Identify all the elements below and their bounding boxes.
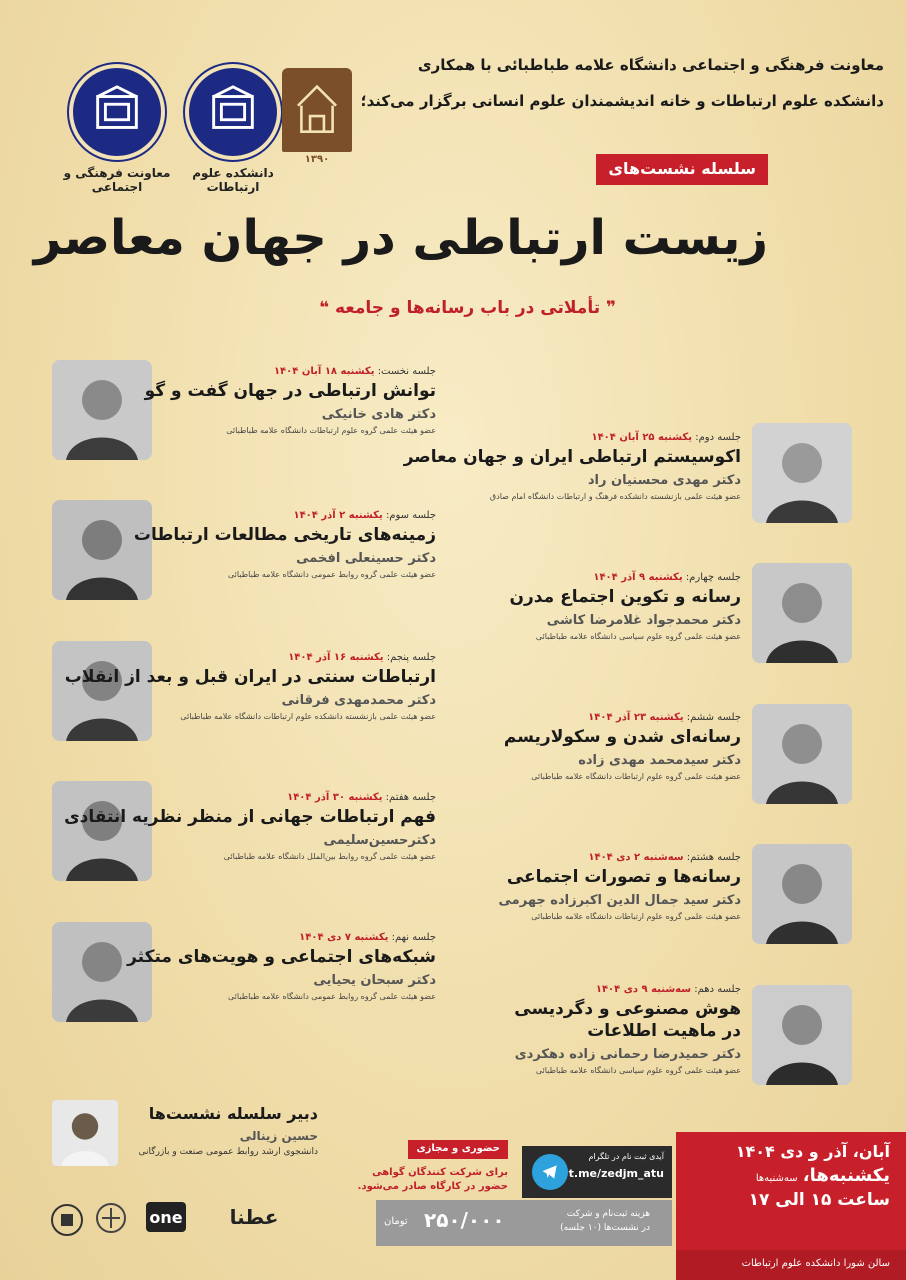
- session-affiliation: عضو هیئت علمی بازنشسته دانشکده فرهنگ و ارتباطات دانشگاه امام صادق: [489, 492, 741, 501]
- telegram-link[interactable]: t.me/zedjm_atu: [568, 1167, 664, 1180]
- session-speaker: دکتر هادی خانیکی: [321, 407, 436, 422]
- certificate-note-line-1: برای شرکت کنندگان گواهی: [372, 1167, 508, 1178]
- one-logo-text: one: [149, 1207, 183, 1227]
- session-label: جلسه نهم: یکشنبه ۷ دی ۱۴۰۴: [299, 932, 436, 943]
- session-date: یکشنبه ۲۵ آبان ۱۴۰۴: [591, 432, 693, 443]
- session-5: [65, 652, 436, 721]
- certificate-note: [358, 1166, 508, 1194]
- session-date: یکشنبه ۳۰ آذر ۱۴۰۴: [287, 792, 383, 803]
- series-label: سلسله نشست‌های: [596, 154, 768, 185]
- session-affiliation: عضو هیئت علمی گروه علوم ارتباطات دانشگاه علامه طباطبائی: [226, 426, 436, 435]
- footer-logo-atna: [224, 1200, 284, 1234]
- session-title: فهم ارتباطات جهانی از منظر نظریه انتقادی: [64, 807, 436, 827]
- fee-label-line-1: هزینه ثبت‌نام و شرکت: [566, 1209, 650, 1219]
- footer-logo-partner-1: [90, 1200, 132, 1244]
- speaker-photo: [752, 985, 852, 1085]
- house-logo-year: ۱۳۹۰: [304, 154, 330, 165]
- session-3: [134, 510, 436, 579]
- session-title-line-2: در ماهیت اطلاعات: [587, 1021, 741, 1041]
- session-affiliation: عضو هیئت علمی گروه علوم سیاسی دانشگاه علامه طباطبائی: [535, 1066, 741, 1075]
- session-title: توانش ارتباطی در جهان گفت و گو: [144, 381, 436, 401]
- partner-emblem-icon: [90, 1200, 132, 1244]
- logo-caption: دانشکده علوم ارتباطات: [192, 166, 274, 194]
- fee-amount: ۲۵۰/۰۰۰: [424, 1208, 505, 1232]
- session-label: جلسه چهارم: یکشنبه ۹ آذر ۱۴۰۴: [593, 572, 741, 583]
- session-6: [504, 712, 741, 781]
- page-subtitle: ❞ تأملاتی در باب رسانه‌ها و جامعه ❝: [319, 298, 616, 318]
- secretary-name: حسین زینالی: [239, 1129, 318, 1143]
- session-date: یکشنبه ۲۳ آذر ۱۴۰۴: [588, 712, 684, 723]
- session-label: جلسه هشتم: سه‌شنبه ۲ دی ۱۴۰۴: [588, 852, 741, 863]
- session-speaker: دکتر سبحان یحیایی: [313, 973, 436, 988]
- session-label: جلسه هفتم: یکشنبه ۳۰ آذر ۱۴۰۴: [287, 792, 436, 803]
- logo-humanities-house: [282, 68, 352, 165]
- session-label: جلسه دوم: یکشنبه ۲۵ آبان ۱۴۰۴: [591, 432, 741, 443]
- session-1: [145, 366, 436, 435]
- session-title: هوش مصنوعی و دگردیسی: [514, 999, 741, 1019]
- session-title: رسانه‌ای شدن و سکولاریسم: [503, 727, 741, 747]
- telegram-label: آیدی ثبت نام در تلگرام: [588, 1152, 664, 1161]
- house-logo-icon: [282, 68, 352, 152]
- session-speaker: دکترحسین‌سلیمی: [323, 833, 436, 848]
- session-speaker: دکتر محمدمهدی فرقانی: [281, 693, 436, 708]
- logo-caption: معاونت فرهنگی و اجتماعی: [63, 166, 171, 194]
- session-speaker: دکتر حسینعلی افخمی: [296, 551, 436, 566]
- schedule-months: آبان، آذر و دی ۱۴۰۴: [735, 1142, 890, 1161]
- session-date: یکشنبه ۱۸ آبان ۱۴۰۴: [273, 366, 375, 377]
- session-speaker: دکتر سیدمحمد مهدی زاده: [578, 753, 741, 768]
- session-affiliation: عضو هیئت علمی گروه علوم سیاسی دانشگاه علامه طباطبائی: [535, 632, 741, 641]
- attendance-mode-tag: حضوری و مجازی: [408, 1140, 508, 1159]
- footer-logo-one: [146, 1202, 186, 1232]
- session-date: سه‌شنبه ۹ دی ۱۴۰۴: [595, 984, 692, 995]
- session-2: [404, 432, 741, 501]
- secretary-photo: [52, 1100, 118, 1166]
- session-affiliation: عضو هیئت علمی گروه روابط بین‌الملل دانشگاه علامه طباطبائی: [223, 852, 436, 861]
- session-label: جلسه نخست: یکشنبه ۱۸ آبان ۱۴۰۴: [273, 366, 436, 377]
- university-emblem-icon: [185, 64, 281, 160]
- atna-logo-text: عطنا: [229, 1205, 279, 1229]
- session-date: یکشنبه ۷ دی ۱۴۰۴: [299, 932, 389, 943]
- schedule-box: [676, 1132, 906, 1250]
- page-title: زیست ارتباطی در جهان معاصر: [33, 210, 768, 266]
- session-title: رسانه و تکوین اجتماع مدرن: [509, 587, 741, 607]
- session-affiliation: عضو هیئت علمی گروه روابط عمومی دانشگاه علامه طباطبائی: [228, 992, 436, 1001]
- speaker-photo: [52, 360, 152, 460]
- speaker-photo: [752, 563, 852, 663]
- secretary-role: دبیر سلسله نشست‌ها: [148, 1104, 318, 1123]
- session-date: یکشنبه ۹ آذر ۱۴۰۴: [593, 572, 683, 583]
- session-label: جلسه دهم: سه‌شنبه ۹ دی ۱۴۰۴: [595, 984, 741, 995]
- speaker-photo: [752, 844, 852, 944]
- speaker-photo: [752, 704, 852, 804]
- session-affiliation: عضو هیئت علمی گروه روابط عمومی دانشگاه علامه طباطبائی: [228, 570, 436, 579]
- logo-cultural-deputy: [52, 64, 182, 194]
- telegram-icon: [532, 1154, 568, 1190]
- session-affiliation: عضو هیئت علمی بازنشسته دانشکده علوم ارتباطات دانشگاه علامه طباطبائی: [180, 712, 436, 721]
- session-8: [499, 852, 741, 921]
- certificate-note-line-2: حضور در کارگاه صادر می‌شود.: [357, 1181, 508, 1192]
- session-speaker: دکتر مهدی محسنیان راد: [587, 473, 741, 488]
- session-date: یکشنبه ۲ آذر ۱۴۰۴: [293, 510, 383, 521]
- session-affiliation: عضو هیئت علمی گروه علوم ارتباطات دانشگاه علامه طباطبائی: [531, 912, 741, 921]
- speaker-photo: [752, 423, 852, 523]
- session-date: سه‌شنبه ۲ دی ۱۴۰۴: [588, 852, 684, 863]
- session-title: اکوسیستم ارتباطی ایران و جهان معاصر: [403, 447, 741, 467]
- schedule-venue: سالن شورا دانشکده علوم ارتباطات: [676, 1250, 906, 1280]
- emblem-icon: [50, 1200, 84, 1240]
- fee-label-line-2: در نشست‌ها (۱۰ جلسه): [560, 1223, 650, 1233]
- secretary-block: [139, 1104, 318, 1157]
- session-title: رسانه‌ها و تصورات اجتماعی: [506, 867, 741, 887]
- university-emblem-icon: [69, 64, 165, 160]
- schedule-days: [676, 1165, 890, 1186]
- session-title: ارتباطات سنتی در ایران قبل و بعد از انقلاب: [64, 667, 436, 687]
- session-7: [64, 792, 436, 861]
- session-speaker: دکتر سید جمال الدین اکبرزاده جهرمی: [498, 893, 741, 908]
- telegram-box: [522, 1146, 672, 1198]
- session-affiliation: عضو هیئت علمی گروه علوم ارتباطات دانشگاه علامه طباطبائی: [531, 772, 741, 781]
- fee-label: [560, 1207, 650, 1235]
- session-label: جلسه ششم: یکشنبه ۲۳ آذر ۱۴۰۴: [588, 712, 741, 723]
- session-title: شبکه‌های اجتماعی و هویت‌های متکثر: [127, 947, 436, 967]
- organizer-line-2: دانشکده علوم ارتباطات و خانه اندیشمندان علوم انسانی برگزار می‌کند؛: [360, 92, 884, 110]
- session-label: جلسه سوم: یکشنبه ۲ آذر ۱۴۰۴: [293, 510, 436, 521]
- session-9: [127, 932, 436, 1001]
- secretary-affiliation: دانشجوی ارشد روابط عمومی صنعت و بازرگانی: [138, 1147, 318, 1157]
- fee-unit: تومان: [384, 1216, 408, 1227]
- session-title: زمینه‌های تاریخی مطالعات ارتباطات: [133, 525, 436, 545]
- footer-logo-emblem: [50, 1200, 84, 1240]
- session-4: [510, 572, 741, 641]
- fee-strip: [376, 1200, 672, 1246]
- schedule-days-extra: سه‌شنبه‌ها: [755, 1173, 798, 1184]
- schedule-days-main: یکشنبه‌ها،: [802, 1165, 890, 1186]
- organizer-line-1: معاونت فرهنگی و اجتماعی دانشگاه علامه طباطبائی با همکاری: [417, 56, 884, 74]
- logo-communication-faculty: [168, 64, 298, 194]
- session-date: یکشنبه ۱۶ آذر ۱۴۰۴: [288, 652, 384, 663]
- session-10: [514, 984, 741, 1075]
- session-label: جلسه پنجم: یکشنبه ۱۶ آذر ۱۴۰۴: [288, 652, 436, 663]
- schedule-time: ساعت ۱۵ الی ۱۷: [748, 1190, 890, 1210]
- session-speaker: دکتر محمدجواد غلامرضا کاشی: [546, 613, 741, 628]
- session-speaker: دکتر حمیدرضا رحمانی زاده دهکردی: [514, 1047, 741, 1062]
